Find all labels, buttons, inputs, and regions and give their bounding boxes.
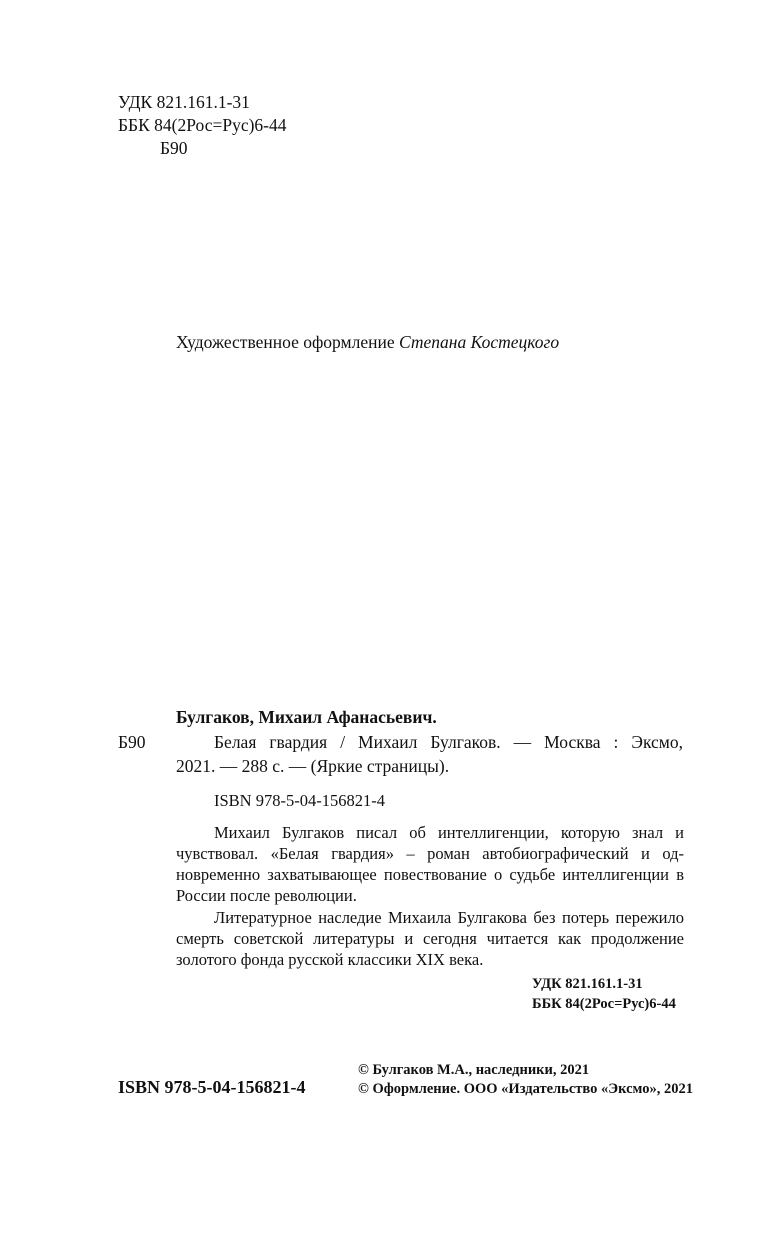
design-credit-designer: Степана Костецкого: [398, 332, 560, 352]
catalog-isbn: ISBN 978-5-04-156821-4: [214, 791, 385, 810]
catalog-title-line-2: 2021. — 288 с. — (Яркие страницы).: [176, 756, 450, 776]
annotation-paragraph-1: Михаил Булгаков писал об интеллигенции, которую знал и чувствовал. «Белая гвардия» – роман автобиографический и одновременно захватывающее повествование о судьбе интеллигенции в России после революции.: [176, 823, 684, 905]
footer-isbn: ISBN 978-5-04-156821-4: [118, 1077, 306, 1097]
catalog-title-line-1: Белая гвардия / Михаил Булгаков. — Москва : Эксмо,: [214, 732, 683, 752]
catalog-author-heading: Булгаков, Михаил Афанасьевич.: [176, 707, 437, 727]
copyright-author: © Булгаков М.А., наследники, 2021: [358, 1062, 590, 1078]
copyright-design: © Оформление. ООО «Издательство «Эксмо», 2021: [358, 1081, 693, 1097]
design-credit: [176, 331, 559, 353]
catalog-udk: УДК 821.161.1-31: [532, 976, 643, 992]
design-credit-prefix: Художественное оформление: [176, 332, 395, 352]
catalog-bbk: ББК 84(2Рос=Рус)6-44: [532, 996, 676, 1012]
udk-code: УДК 821.161.1-31: [118, 92, 250, 112]
author-mark: Б90: [160, 138, 188, 158]
catalog-author-mark: Б90: [118, 732, 146, 752]
annotation-paragraph-2: Литературное наследие Михаила Булгакова без потерь пережило смерть советской литературы и сегодня читается как продолжение золотого фонда русской классики XIX века.: [176, 908, 684, 969]
bbk-code: ББК 84(2Рос=Рус)6-44: [118, 115, 287, 135]
